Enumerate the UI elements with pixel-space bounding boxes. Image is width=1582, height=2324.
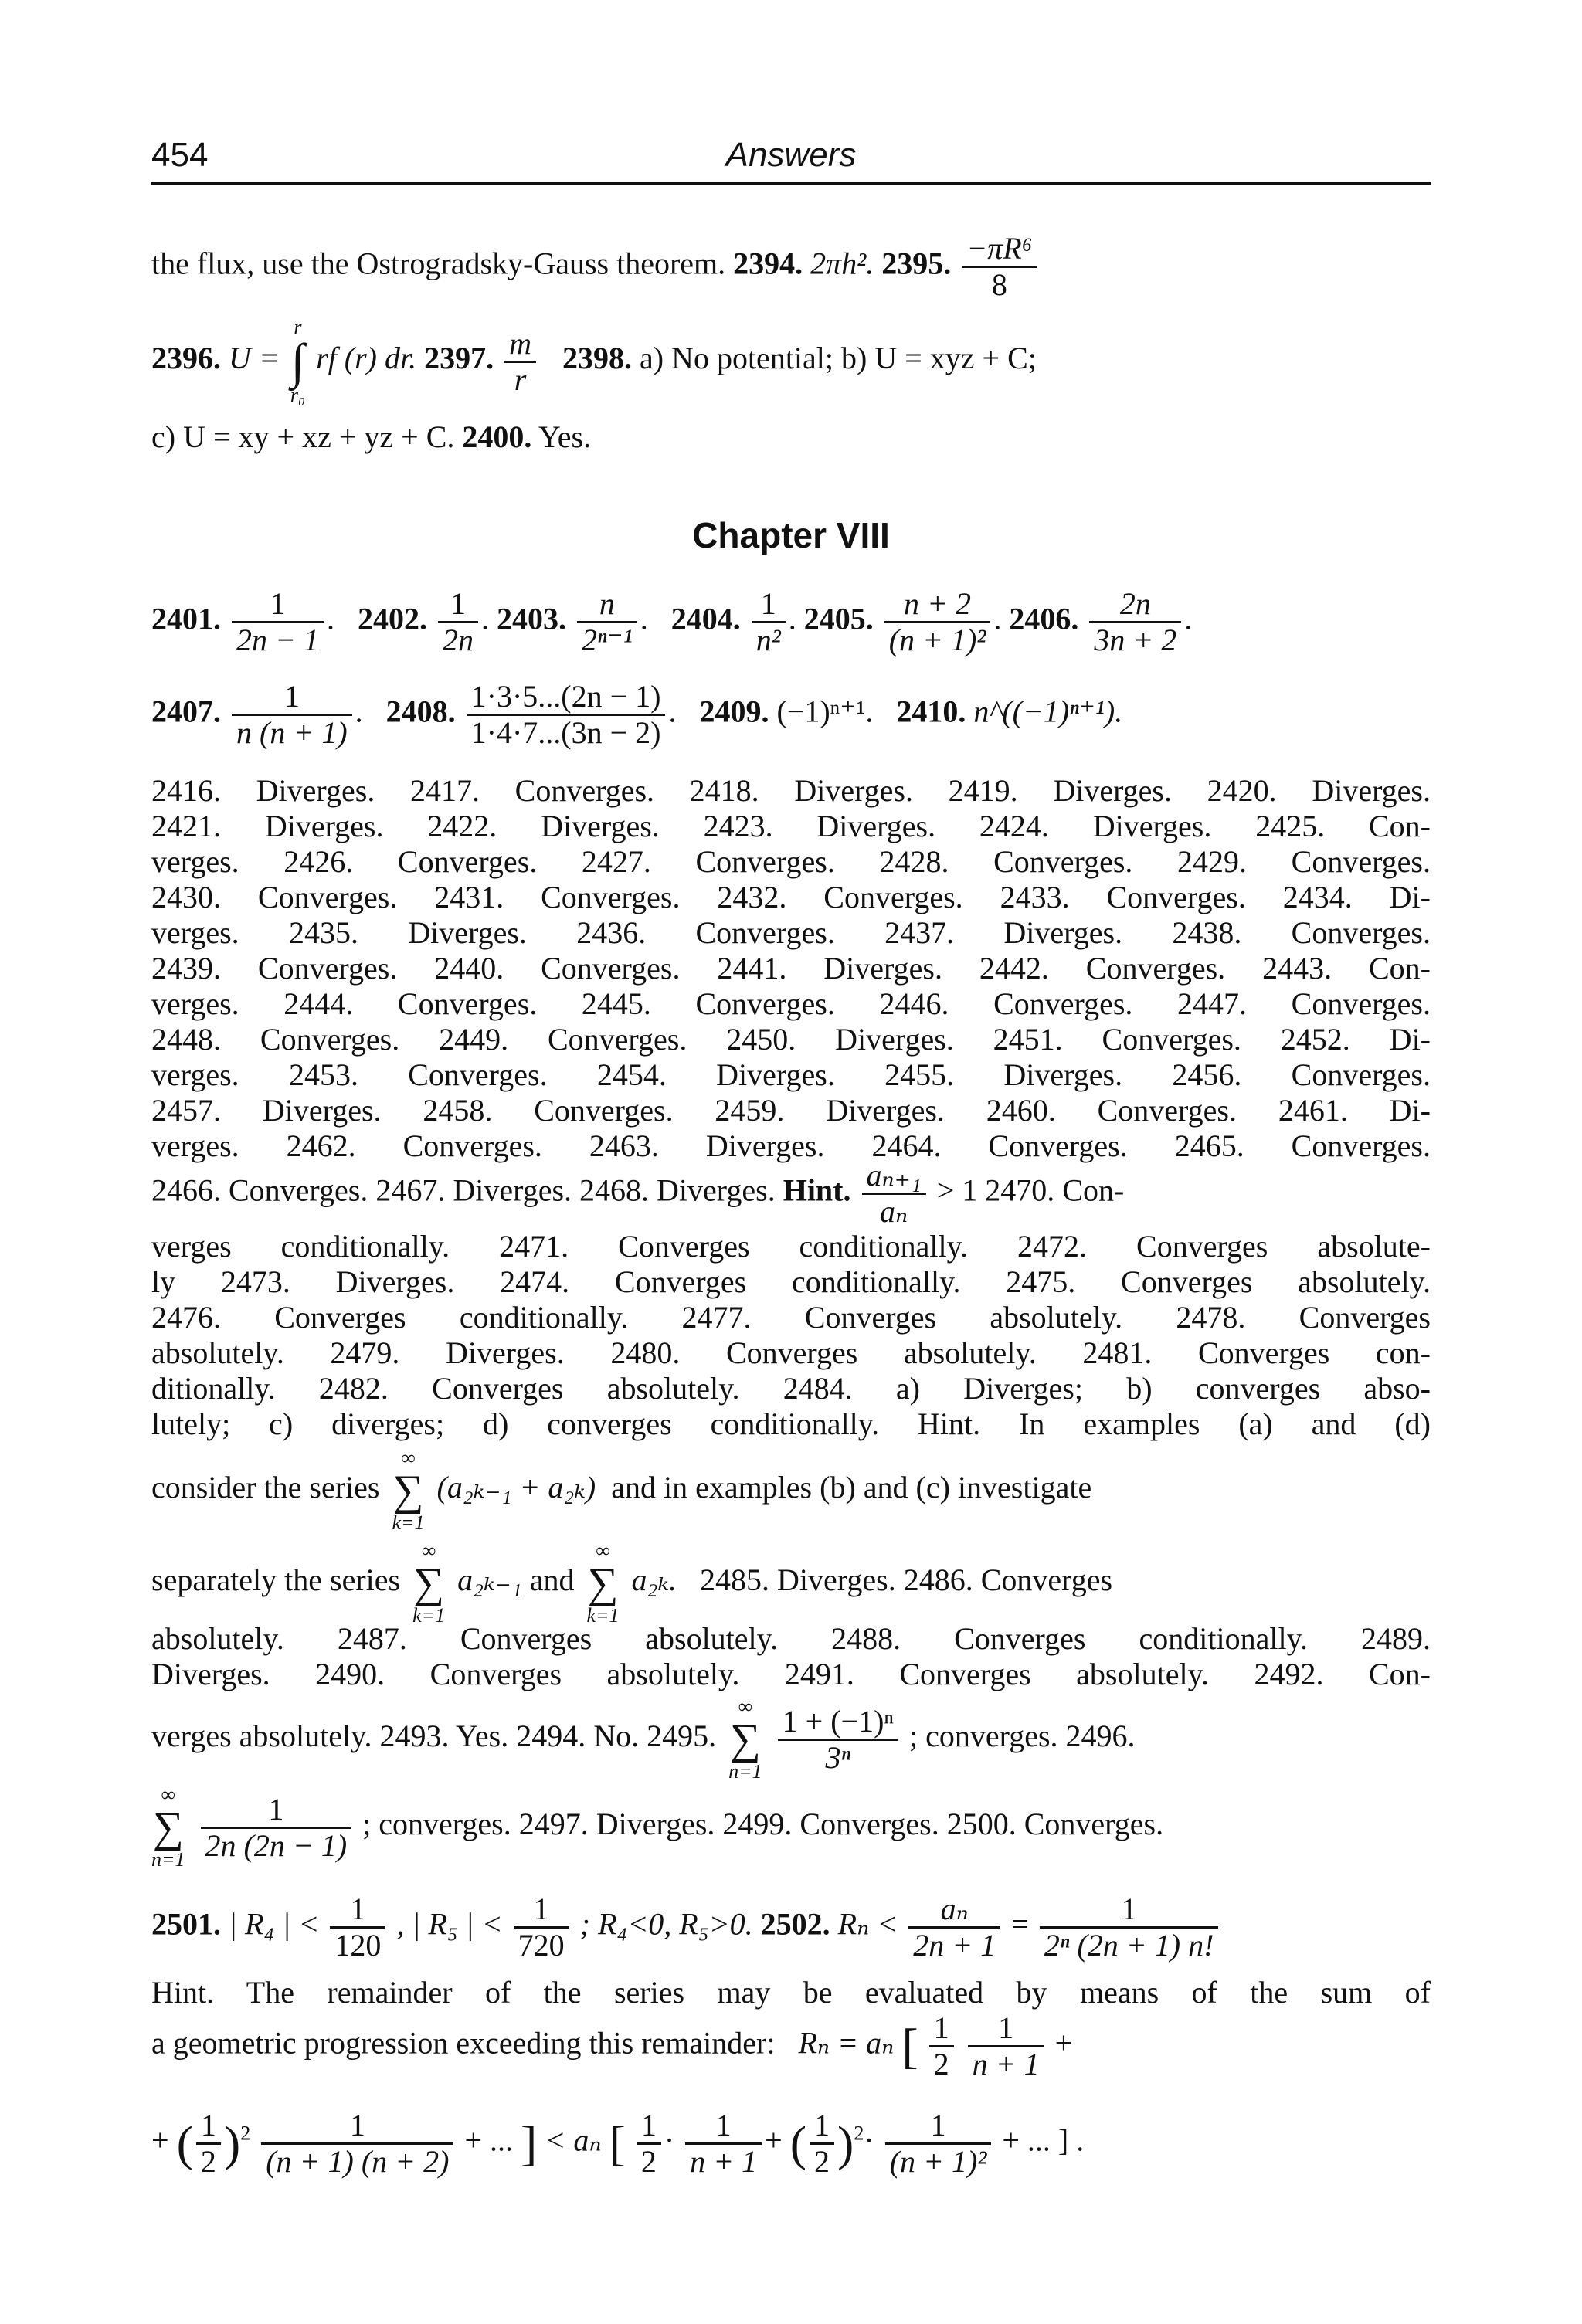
series-line-1 bbox=[151, 1447, 1431, 1532]
paren-close: ) bbox=[837, 2115, 854, 2171]
answer-value: U = bbox=[229, 341, 280, 376]
numerator: 1 bbox=[637, 2109, 661, 2145]
fraction bbox=[862, 1159, 926, 1229]
text-line: 2476. Converges conditionally. 2477. Converges absolutely. 2478. Converges bbox=[151, 1300, 1431, 1335]
answer-number: 2402. bbox=[358, 601, 427, 636]
numerator: 1 bbox=[885, 2109, 992, 2145]
text-segment: + ... bbox=[464, 2122, 514, 2158]
denominator: 2ⁿ⁻¹ bbox=[582, 623, 633, 657]
numerator: 1 bbox=[330, 1892, 385, 1929]
summation: ∞ ∑ n=1 bbox=[151, 1783, 185, 1871]
answer-value: (−1)ⁿ⁺¹. bbox=[776, 694, 874, 729]
exponent: 2 bbox=[854, 2122, 864, 2145]
denominator: n² bbox=[755, 623, 781, 657]
text-line: ditionally. 2482. Converges absolutely. 2484. a) Diverges; b) converges abso- bbox=[151, 1371, 1431, 1406]
denominator: 2n − 1 bbox=[236, 623, 319, 657]
fraction bbox=[962, 232, 1037, 302]
intro-line-1 bbox=[151, 232, 1431, 302]
answer-number: 2394. bbox=[733, 246, 803, 281]
denominator: 120 bbox=[334, 1928, 382, 1963]
answer-number: 2407. bbox=[151, 694, 221, 729]
text-line: verges. 2444. Converges. 2445. Converges. 2446. Converges. 2447. Converges. bbox=[151, 986, 1431, 1021]
text-line: absolutely. 2487. Converges absolutely. 2488. Converges conditionally. 2489. bbox=[151, 1621, 1431, 1656]
text-line-2466 bbox=[151, 1159, 1431, 1228]
series-term: a₂ₖ. bbox=[631, 1562, 677, 1598]
text-line: verges. 2426. Converges. 2427. Converges. 2428. Converges. 2429. Converges. bbox=[151, 844, 1431, 879]
text-segment: < aₙ bbox=[545, 2122, 602, 2158]
numerator: 1 bbox=[1040, 1892, 1219, 1929]
fraction bbox=[577, 587, 637, 657]
text-line: 2416. Diverges. 2417. Converges. 2418. Diverges. 2419. Diverges. 2420. Diverges. bbox=[151, 773, 1431, 808]
numerator: 1 bbox=[232, 680, 352, 716]
numerator: 1 bbox=[810, 2109, 834, 2145]
numerator: 1 bbox=[752, 587, 786, 623]
numerator: −πR⁶ bbox=[962, 232, 1037, 268]
summation: ∞ ∑ n=1 bbox=[728, 1695, 762, 1783]
answer-number: 2405. bbox=[803, 601, 874, 636]
answer-number: 2400. bbox=[462, 419, 532, 454]
hint-text: Hint. The remainder of the series may be evaluated by means of the sum of bbox=[151, 1975, 1431, 2010]
fraction bbox=[884, 587, 991, 657]
lower-limit: k=1 bbox=[412, 1604, 446, 1627]
upper-limit: ∞ bbox=[421, 1539, 436, 1562]
answer-value: n^((−1)ⁿ⁺¹). bbox=[973, 694, 1123, 729]
bracket-open: [ bbox=[901, 2018, 918, 2074]
text-segment: ; converges. 2497. Diverges. 2499. Converges. 2500. Converges. bbox=[362, 1807, 1164, 1842]
text-segment: Rₙ = aₙ bbox=[798, 2025, 895, 2061]
text-line: absolutely. 2479. Diverges. 2480. Converges absolutely. 2481. Converges con- bbox=[151, 1335, 1431, 1370]
denominator: n + 1 bbox=[690, 2144, 758, 2179]
text-segment: a geometric progression exceeding this remainder: bbox=[151, 2025, 776, 2061]
numerator: m bbox=[504, 327, 536, 363]
bracket-close: ] bbox=[521, 2115, 538, 2171]
fraction bbox=[438, 587, 478, 657]
answer-number: 2397. bbox=[424, 341, 494, 376]
text-segment: separately the series bbox=[151, 1562, 401, 1598]
fraction bbox=[514, 1892, 569, 1963]
paren-open: ( bbox=[789, 2115, 807, 2171]
text-segment: Rₙ < bbox=[837, 1906, 898, 1942]
hint-label: Hint. bbox=[783, 1172, 851, 1208]
text-line: Diverges. 2490. Converges absolutely. 2491. Converges absolutely. 2492. Con- bbox=[151, 1657, 1431, 1691]
answer-number: 2502. bbox=[760, 1906, 830, 1942]
text-line: verges conditionally. 2471. Converges conditionally. 2472. Converges absolute- bbox=[151, 1229, 1431, 1264]
numerator: aₙ bbox=[908, 1892, 1000, 1929]
paren-open: ( bbox=[176, 2115, 193, 2171]
denominator: 2 bbox=[200, 2144, 216, 2179]
text-segment: + ... ] . bbox=[1002, 2122, 1085, 2158]
text-segment: ; converges. 2496. bbox=[909, 1718, 1136, 1754]
answer-value: 2πh². bbox=[810, 246, 874, 281]
line-2501 bbox=[151, 1892, 1431, 1969]
denominator: 2 bbox=[933, 2047, 949, 2081]
fraction bbox=[685, 2109, 762, 2179]
upper-limit: ∞ bbox=[596, 1539, 610, 1562]
text-line: 2430. Converges. 2431. Converges. 2432. Converges. 2433. Converges. 2434. Di- bbox=[151, 880, 1431, 914]
fraction bbox=[637, 2109, 661, 2179]
text-line: 2448. Converges. 2449. Converges. 2450. Diverges. 2451. Converges. 2452. Di- bbox=[151, 1022, 1431, 1057]
text-segment: ; R₄<0, R₅>0. bbox=[579, 1906, 753, 1942]
fraction bbox=[929, 2011, 954, 2081]
answer-value: a) No potential; b) U = xyz + C; bbox=[639, 341, 1037, 376]
text-segment: consider the series bbox=[151, 1470, 380, 1505]
denominator: 2n (2n − 1) bbox=[205, 1827, 348, 1863]
fraction bbox=[232, 587, 324, 657]
text-line: ly 2473. Diverges. 2474. Converges conditionally. 2475. Converges absolutely. bbox=[151, 1264, 1431, 1299]
page-number: 454 bbox=[151, 136, 209, 174]
denominator: 3ⁿ bbox=[825, 1739, 851, 1775]
answer-number: 2403. bbox=[497, 601, 566, 636]
answer-value: rf (r) dr. bbox=[316, 341, 417, 376]
numerator: n + 2 bbox=[884, 587, 991, 623]
numerator: aₙ₊₁ bbox=[862, 1159, 926, 1195]
text-segment: + bbox=[151, 2122, 169, 2158]
fraction bbox=[330, 1892, 385, 1963]
denominator: r bbox=[514, 361, 527, 397]
fraction bbox=[752, 587, 786, 657]
denominator: (n + 1)² bbox=[888, 623, 986, 657]
summation: ∞ ∑ k=1 bbox=[586, 1539, 620, 1627]
upper-limit: r bbox=[294, 316, 302, 338]
answer-number: 2401. bbox=[151, 601, 221, 636]
text-line: lutely; c) diverges; d) converges conditionally. Hint. In examples (a) and (d) bbox=[151, 1406, 1431, 1441]
answer-number: 2398. bbox=[562, 341, 632, 376]
text-line: 2439. Converges. 2440. Converges. 2441. Diverges. 2442. Converges. 2443. Con- bbox=[151, 951, 1431, 986]
series-line-4 bbox=[151, 1784, 1431, 1869]
answer-value: c) U = xy + xz + yz + C. bbox=[151, 419, 455, 454]
denominator: 720 bbox=[518, 1928, 565, 1963]
intro-text: the flux, use the Ostrogradsky-Gauss theorem. bbox=[151, 246, 726, 281]
numerator: 1 bbox=[261, 2109, 453, 2145]
summation: ∞ ∑ k=1 bbox=[392, 1447, 425, 1534]
fraction bbox=[1089, 587, 1181, 657]
upper-limit: ∞ bbox=[401, 1447, 416, 1469]
denominator: (n + 1) (n + 2) bbox=[266, 2144, 450, 2179]
denominator: 1·4·7...(3n − 2) bbox=[470, 715, 661, 750]
answer-value: Yes. bbox=[538, 419, 592, 454]
text-line: verges. 2462. Converges. 2463. Diverges. 2464. Converges. 2465. Converges. bbox=[151, 1128, 1431, 1163]
answer-number: 2404. bbox=[670, 601, 741, 636]
text-segment: | R₄ | < bbox=[229, 1906, 320, 1942]
fractions-row-1: 2401. $\frac{1}{2n - 1}$ . 2402. $\frac{1}{2n}$ . 2403. $\frac{n}{\text{2ⁿ⁻¹}}$ . 2404. $\frac{1}{\text{n²}}$ . 2405. $\frac{n + 2}{\text{(n + 1)²}}$ . 2406. $\frac{2n}{3n + 2}$ . bbox=[151, 586, 1193, 657]
page-header bbox=[151, 136, 1431, 179]
fraction bbox=[504, 327, 536, 397]
numerator: 1 bbox=[929, 2011, 954, 2047]
hint-line bbox=[151, 1974, 1431, 2011]
lower-limit: n=1 bbox=[728, 1760, 762, 1783]
intro-line-3 bbox=[151, 419, 1431, 456]
header-rule bbox=[151, 182, 1431, 185]
numerator: 1 bbox=[232, 587, 324, 623]
fractions-row-2: 2407. $\frac{1}{n (n + 1)}$ . 2408. $\frac{1\cdot 3\cdot 5...(2n - 1)}{1\cdot 4\cdot 7...(3n - 2)}$ . 2409. (−1)ⁿ⁺¹. 2410. n^((−1)ⁿ⁺¹). bbox=[151, 679, 1123, 750]
text-line: 2421. Diverges. 2422. Diverges. 2423. Diverges. 2424. Diverges. 2425. Con- bbox=[151, 809, 1431, 843]
answer-number: 2410. bbox=[896, 694, 966, 729]
fraction bbox=[232, 680, 352, 750]
text-segment: and bbox=[529, 1562, 575, 1598]
integral-sign: r ∫ r₀ bbox=[290, 316, 306, 406]
geo-line bbox=[151, 2011, 1431, 2088]
text-segment: and in examples (b) and (c) investigate bbox=[611, 1470, 1092, 1505]
upper-limit: ∞ bbox=[161, 1783, 176, 1806]
numerator: 1 bbox=[438, 587, 478, 623]
numerator: 1 bbox=[201, 1793, 352, 1829]
denominator: aₙ bbox=[880, 1194, 908, 1229]
fraction bbox=[1040, 1892, 1219, 1963]
fraction bbox=[778, 1705, 898, 1775]
answer-number: 2406. bbox=[1009, 601, 1079, 636]
fraction bbox=[885, 2109, 992, 2179]
text-segment: > 1 2470. Con- bbox=[936, 1172, 1125, 1208]
denominator: 2 bbox=[814, 2144, 830, 2179]
answer-number: 2409. bbox=[699, 694, 769, 729]
text-line: 2457. Diverges. 2458. Converges. 2459. Diverges. 2460. Converges. 2461. Di- bbox=[151, 1093, 1431, 1128]
denominator: 8 bbox=[991, 267, 1007, 302]
numerator: 1·3·5...(2n − 1) bbox=[467, 680, 666, 716]
numerator: 2n bbox=[1089, 587, 1181, 623]
text-segment: 2466. Converges. 2467. Diverges. 2468. Diverges. bbox=[151, 1172, 776, 1208]
fraction bbox=[968, 2011, 1044, 2081]
bracket-open: [ bbox=[609, 2115, 626, 2171]
chapter-title: Chapter VIII bbox=[692, 515, 890, 555]
text-segment: + bbox=[1054, 2025, 1073, 2061]
fraction bbox=[467, 680, 666, 750]
numerator: 1 + (−1)ⁿ bbox=[778, 1705, 898, 1741]
summation: ∞ ∑ k=1 bbox=[412, 1539, 446, 1627]
denominator: 2n + 1 bbox=[913, 1928, 996, 1963]
series-line-2 bbox=[151, 1540, 1431, 1625]
fraction bbox=[261, 2109, 453, 2179]
paren-close: ) bbox=[223, 2115, 241, 2171]
answer-number: 2395. bbox=[881, 246, 952, 281]
lower-limit: n=1 bbox=[151, 1848, 185, 1871]
numerator: 1 bbox=[968, 2011, 1044, 2047]
series-line-3 bbox=[151, 1696, 1431, 1781]
denominator: 2ⁿ (2n + 1) n! bbox=[1044, 1928, 1214, 1963]
text-segment: = bbox=[1011, 1906, 1029, 1942]
series-term: (a₂ₖ₋₁ + a₂ₖ) bbox=[436, 1470, 596, 1505]
lower-limit: r₀ bbox=[290, 384, 306, 406]
text-segment: verges absolutely. 2493. Yes. 2494. No. 2495. bbox=[151, 1718, 717, 1754]
numerator: 1 bbox=[514, 1892, 569, 1929]
lower-limit: k=1 bbox=[392, 1511, 425, 1534]
denominator: n + 1 bbox=[972, 2047, 1040, 2081]
answer-number: 2396. bbox=[151, 341, 221, 376]
intro-line-2 bbox=[151, 317, 1431, 406]
text-segment: , | R₅ | < bbox=[396, 1906, 503, 1942]
last-line: + ( $\frac{1}{2}$ )$^2$ $\frac{1}{(n + 1) (n + 2)}$ + ... ] < aₙ [ $\frac{1}{2}$ · $\frac{1}{n + 1}$ + ( $\frac{1}{2}$ )$^2$· $\frac{1}{\text{(n + 1)²}}$ + ... ] . bbox=[151, 2108, 1085, 2179]
series-term: a₂ₖ₋₁ bbox=[457, 1562, 522, 1598]
denominator: 3n + 2 bbox=[1094, 623, 1177, 657]
running-title: Answers bbox=[725, 136, 857, 174]
numerator: 1 bbox=[196, 2109, 221, 2145]
fraction bbox=[201, 1793, 352, 1863]
denominator: n (n + 1) bbox=[236, 715, 348, 750]
text-line: verges. 2435. Diverges. 2436. Converges. 2437. Diverges. 2438. Converges. bbox=[151, 915, 1431, 950]
answer-number: 2408. bbox=[385, 694, 456, 729]
numerator: n bbox=[577, 587, 637, 623]
numerator: 1 bbox=[685, 2109, 762, 2145]
exponent: 2 bbox=[240, 2122, 251, 2145]
text-segment: 2485. Diverges. 2486. Converges bbox=[700, 1562, 1113, 1598]
upper-limit: ∞ bbox=[738, 1695, 753, 1718]
denominator: 2n bbox=[443, 623, 474, 657]
fraction bbox=[196, 2109, 221, 2179]
answer-number: 2501. bbox=[151, 1906, 221, 1942]
lower-limit: k=1 bbox=[586, 1604, 620, 1627]
denominator: 2 bbox=[640, 2144, 657, 2179]
text-line: verges. 2453. Converges. 2454. Diverges. 2455. Diverges. 2456. Converges. bbox=[151, 1057, 1431, 1092]
denominator: (n + 1)² bbox=[889, 2144, 987, 2179]
fraction bbox=[908, 1892, 1000, 1963]
fraction bbox=[810, 2109, 834, 2179]
